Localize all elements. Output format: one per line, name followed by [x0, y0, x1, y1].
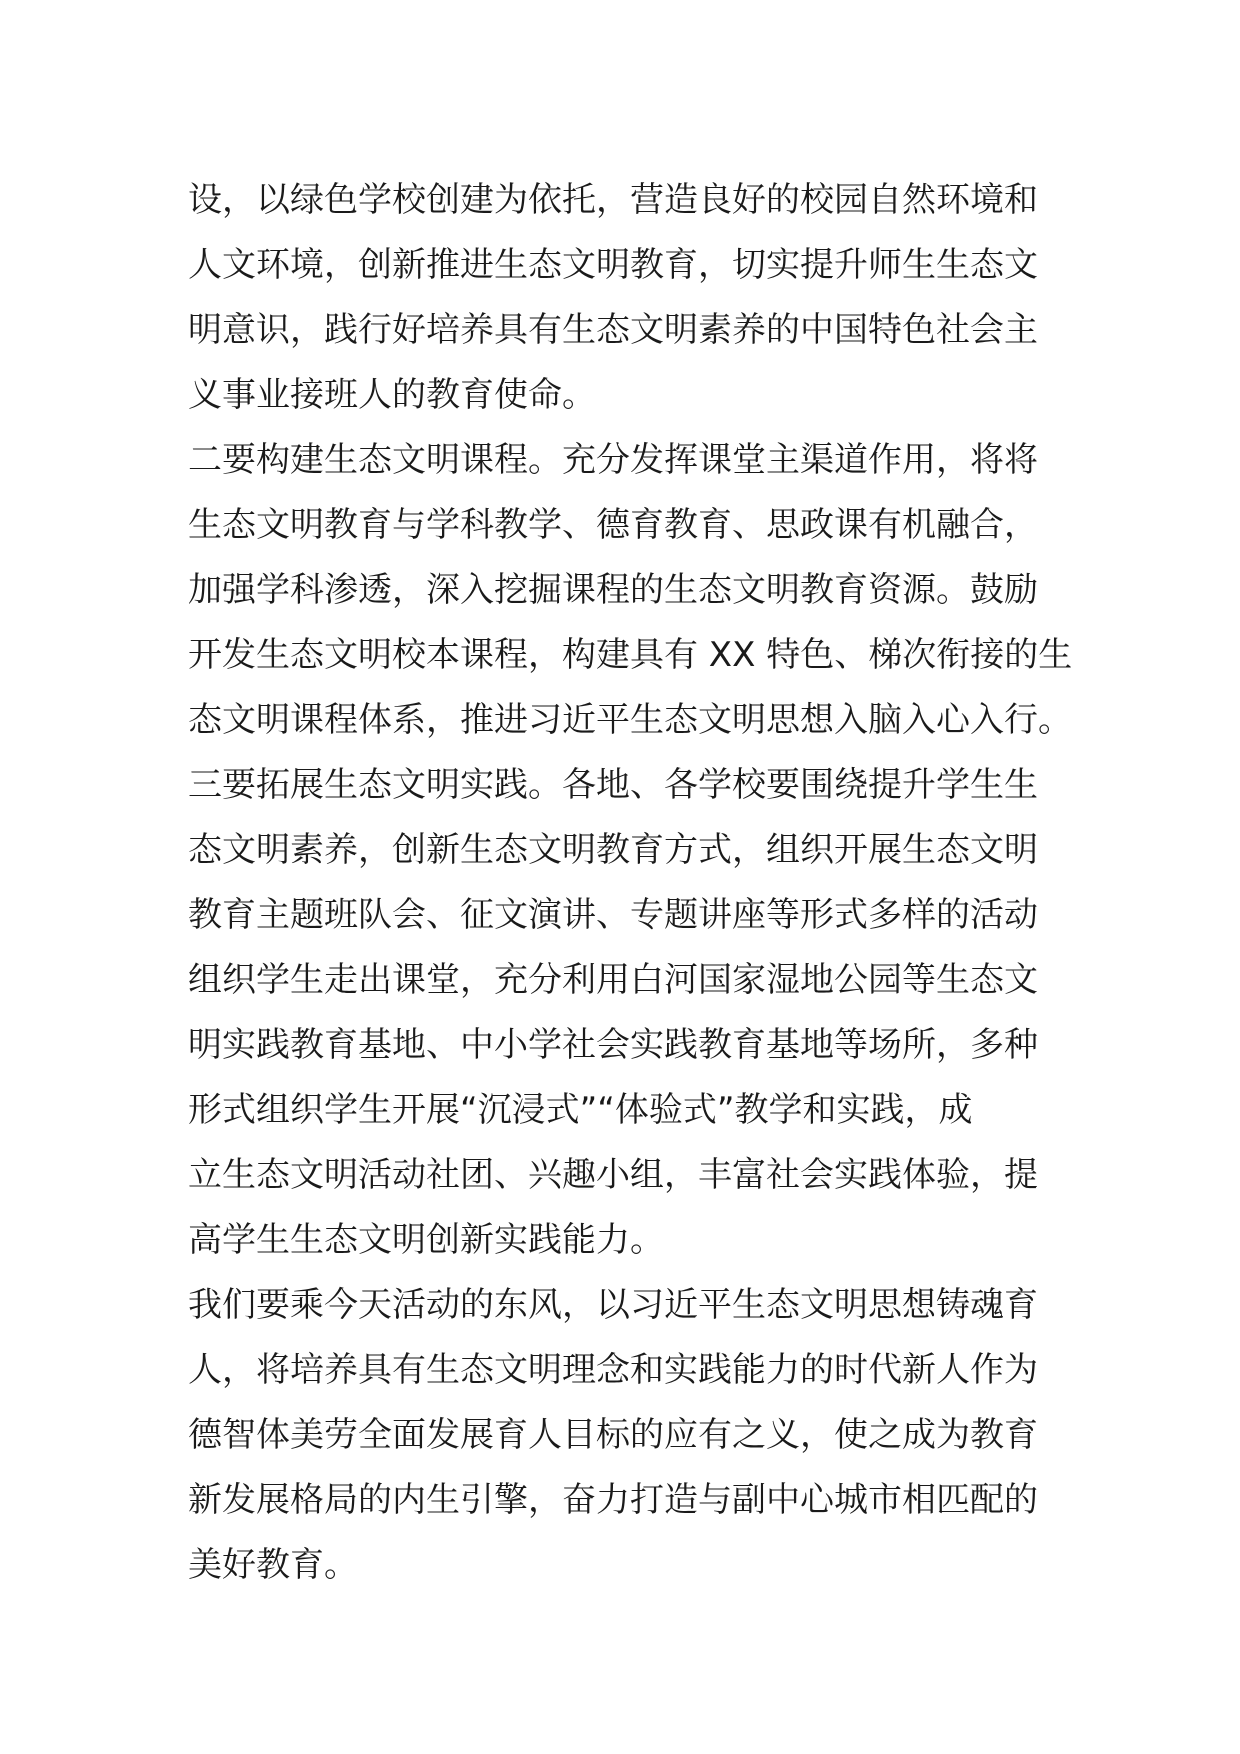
text-line: 德智体美劳全面发展育人目标的应有之义，使之成为教育	[188, 1415, 1038, 1455]
text-line: 生态文明教育与学科教学、德育教育、思政课有机融合，	[188, 505, 1038, 545]
text-line: 高学生生态文明创新实践能力。	[188, 1220, 664, 1260]
text-line: 人文环境，创新推进生态文明教育，切实提升师生生态文	[188, 245, 1038, 285]
text-line: 美好教育。	[188, 1545, 358, 1585]
document-body	[188, 168, 1073, 1598]
text-line: 我们要乘今天活动的东风，以习近平生态文明思想铸魂育	[188, 1285, 1038, 1325]
text-line: 教育主题班队会、征文演讲、专题讲座等形式多样的活动	[188, 895, 1038, 935]
text-line: 三要拓展生态文明实践。各地、各学校要围绕提升学生生	[188, 765, 1038, 805]
text-line: 加强学科渗透，深入挖掘课程的生态文明教育资源。鼓励	[188, 570, 1038, 610]
paragraph-1	[188, 168, 1058, 428]
text-line: 立生态文明活动社团、兴趣小组，丰富社会实践体验，提	[188, 1155, 1038, 1195]
text-line: 开发生态文明校本课程，构建具有 XX 特色、梯次衔接的生	[188, 635, 1073, 675]
text-line: 态文明素养，创新生态文明教育方式，组织开展生态文明	[188, 830, 1038, 870]
text-line: 人，将培养具有生态文明理念和实践能力的时代新人作为	[188, 1350, 1038, 1390]
text-line: 态文明课程体系，推进习近平生态文明思想入脑入心入行。	[188, 700, 1072, 740]
paragraph-3	[188, 753, 1058, 1273]
text-line: 明实践教育基地、中小学社会实践教育基地等场所，多种	[188, 1025, 1038, 1065]
text-line: 新发展格局的内生引擎，奋力打造与副中心城市相匹配的	[188, 1480, 1038, 1520]
paragraph-2	[188, 428, 1073, 753]
text-line: 形式组织学生开展“沉浸式”“体验式”教学和实践，成	[188, 1090, 973, 1130]
text-line: 二要构建生态文明课程。充分发挥课堂主渠道作用，将将	[188, 440, 1038, 480]
text-line: 明意识，践行好培养具有生态文明素养的中国特色社会主	[188, 310, 1038, 350]
paragraph-4	[188, 1273, 1058, 1598]
text-line: 义事业接班人的教育使命。	[188, 375, 596, 415]
text-line: 组织学生走出课堂，充分利用白河国家湿地公园等生态文	[188, 960, 1038, 1000]
text-line: 设，以绿色学校创建为依托，营造良好的校园自然环境和	[188, 180, 1038, 220]
